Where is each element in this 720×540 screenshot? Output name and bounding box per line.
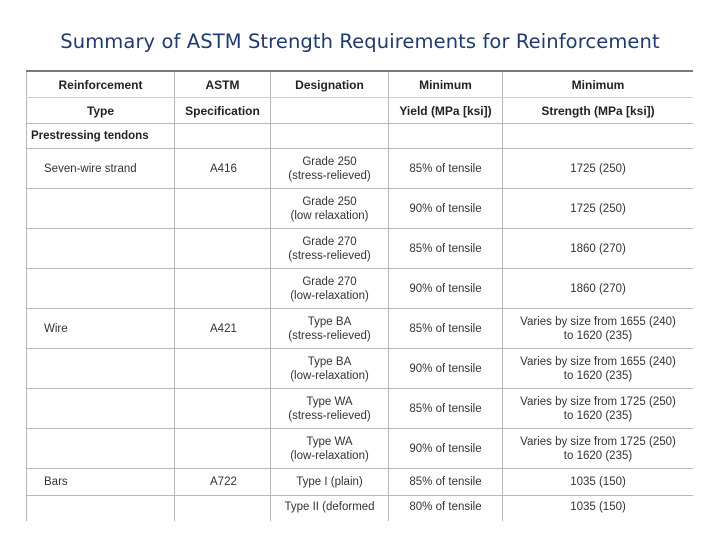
cell-designation-line: Type BA — [307, 315, 352, 328]
header-yield-units: Yield (MPa [ksi]) — [389, 98, 503, 124]
cell-strength-line: to 1620 (235) — [563, 369, 633, 382]
cell-yield: 85% of tensile — [389, 469, 503, 496]
cell-designation-line: Grade 250 — [302, 195, 357, 208]
slide-title: Summary of ASTM Strength Requirements for Reinforcement — [60, 30, 660, 53]
cell-strength-line: to 1620 (235) — [563, 329, 633, 342]
cell-designation-line: (low relaxation) — [290, 209, 369, 222]
cell-designation — [271, 189, 389, 229]
cell-yield: 85% of tensile — [389, 389, 503, 429]
header-minimum-yield: Minimum — [389, 71, 503, 98]
cell-designation-line: Grade 270 — [302, 275, 357, 288]
table-row — [27, 309, 694, 349]
table-row — [27, 269, 694, 309]
header-designation: Designation — [271, 71, 389, 98]
cell-yield: 80% of tensile — [389, 496, 503, 522]
cell-designation-line: (stress-relieved) — [288, 169, 371, 182]
astm-requirements-table — [26, 70, 693, 521]
cell-yield: 90% of tensile — [389, 429, 503, 469]
cell-strength — [503, 389, 694, 429]
cell-strength — [503, 469, 694, 496]
cell-type — [27, 229, 175, 269]
table-row — [27, 389, 694, 429]
cell-strength — [503, 309, 694, 349]
cell-spec: A416 — [175, 149, 271, 189]
cell-spec — [175, 229, 271, 269]
cell-type — [27, 349, 175, 389]
cell-yield: 90% of tensile — [389, 349, 503, 389]
header-astm: ASTM — [175, 71, 271, 98]
cell-strength-line: 1035 (150) — [570, 501, 626, 513]
cell-type — [27, 189, 175, 229]
header-row-2 — [27, 98, 694, 124]
cell-spec — [175, 189, 271, 229]
cell-strength — [503, 429, 694, 469]
cell-spec — [175, 269, 271, 309]
cell-type — [27, 429, 175, 469]
cell-yield: 85% of tensile — [389, 149, 503, 189]
header-reinforcement: Reinforcement — [27, 71, 175, 98]
cell-designation — [271, 269, 389, 309]
cell-strength — [503, 229, 694, 269]
cell-designation-line: (low-relaxation) — [290, 369, 369, 382]
cell-designation — [271, 496, 389, 522]
cell-strength-line: to 1620 (235) — [563, 409, 633, 422]
table-row — [27, 469, 694, 496]
cell-designation-line: Type BA — [307, 355, 352, 368]
header-type: Type — [27, 98, 175, 124]
table-row — [27, 496, 694, 522]
cell-yield: 90% of tensile — [389, 269, 503, 309]
cell-strength-line: 1725 (250) — [570, 202, 626, 215]
table-row — [27, 229, 694, 269]
requirements-table-container — [26, 70, 693, 521]
cell-strength — [503, 269, 694, 309]
cell-strength — [503, 496, 694, 522]
cell-spec — [175, 429, 271, 469]
header-minimum-strength: Minimum — [503, 71, 694, 98]
cell-designation — [271, 429, 389, 469]
cell-type: Wire — [27, 309, 175, 349]
cell-designation-line: (stress-relieved) — [288, 409, 371, 422]
cell-strength-line: 1725 (250) — [570, 162, 626, 175]
cell-yield: 85% of tensile — [389, 309, 503, 349]
cell-type — [27, 496, 175, 522]
cell-type — [27, 389, 175, 429]
cell-designation — [271, 229, 389, 269]
section-label: Prestressing tendons — [27, 124, 175, 149]
header-row-1 — [27, 71, 694, 98]
cell-designation-line: Grade 270 — [302, 235, 357, 248]
cell-strength-line: 1860 (270) — [570, 242, 626, 255]
cell-designation — [271, 309, 389, 349]
cell-designation-line: (stress-relieved) — [288, 249, 371, 262]
cell-strength-line: Varies by size from 1725 (250) — [520, 395, 676, 408]
table-row — [27, 349, 694, 389]
cell-strength-line: Varies by size from 1655 (240) — [520, 355, 676, 368]
cell-strength — [503, 149, 694, 189]
cell-designation-line: Type WA — [306, 395, 353, 408]
cell-spec — [175, 496, 271, 522]
cell-type: Seven-wire strand — [27, 149, 175, 189]
cell-strength-line: to 1620 (235) — [563, 449, 633, 462]
cell-strength-line: Varies by size from 1725 (250) — [520, 435, 676, 448]
cell-designation-line: Type I (plain) — [296, 476, 363, 488]
table-row — [27, 189, 694, 229]
cell-strength — [503, 189, 694, 229]
cell-strength-line: 1035 (150) — [570, 476, 626, 488]
cell-spec — [175, 389, 271, 429]
cell-designation-line: (stress-relieved) — [288, 329, 371, 342]
header-designation-blank — [271, 98, 389, 124]
cell-type: Bars — [27, 469, 175, 496]
cell-type — [27, 269, 175, 309]
table-row — [27, 149, 694, 189]
cell-spec: A722 — [175, 469, 271, 496]
header-specification: Specification — [175, 98, 271, 124]
cell-designation — [271, 469, 389, 496]
header-strength-units: Strength (MPa [ksi]) — [503, 98, 694, 124]
cell-strength-line: Varies by size from 1655 (240) — [520, 315, 676, 328]
cell-yield: 85% of tensile — [389, 229, 503, 269]
cell-designation-line: Type II (deformed — [284, 501, 375, 513]
cell-spec: A421 — [175, 309, 271, 349]
cell-designation-line: (low-relaxation) — [290, 449, 369, 462]
cell-strength-line: 1860 (270) — [570, 282, 626, 295]
cell-strength — [503, 349, 694, 389]
cell-designation — [271, 389, 389, 429]
cell-designation — [271, 349, 389, 389]
section-row — [27, 124, 694, 149]
cell-designation — [271, 149, 389, 189]
cell-designation-line: Type WA — [306, 435, 353, 448]
cell-spec — [175, 349, 271, 389]
cell-designation-line: (low-relaxation) — [290, 289, 369, 302]
cell-designation-line: Grade 250 — [302, 155, 357, 168]
table-row — [27, 429, 694, 469]
cell-yield: 90% of tensile — [389, 189, 503, 229]
